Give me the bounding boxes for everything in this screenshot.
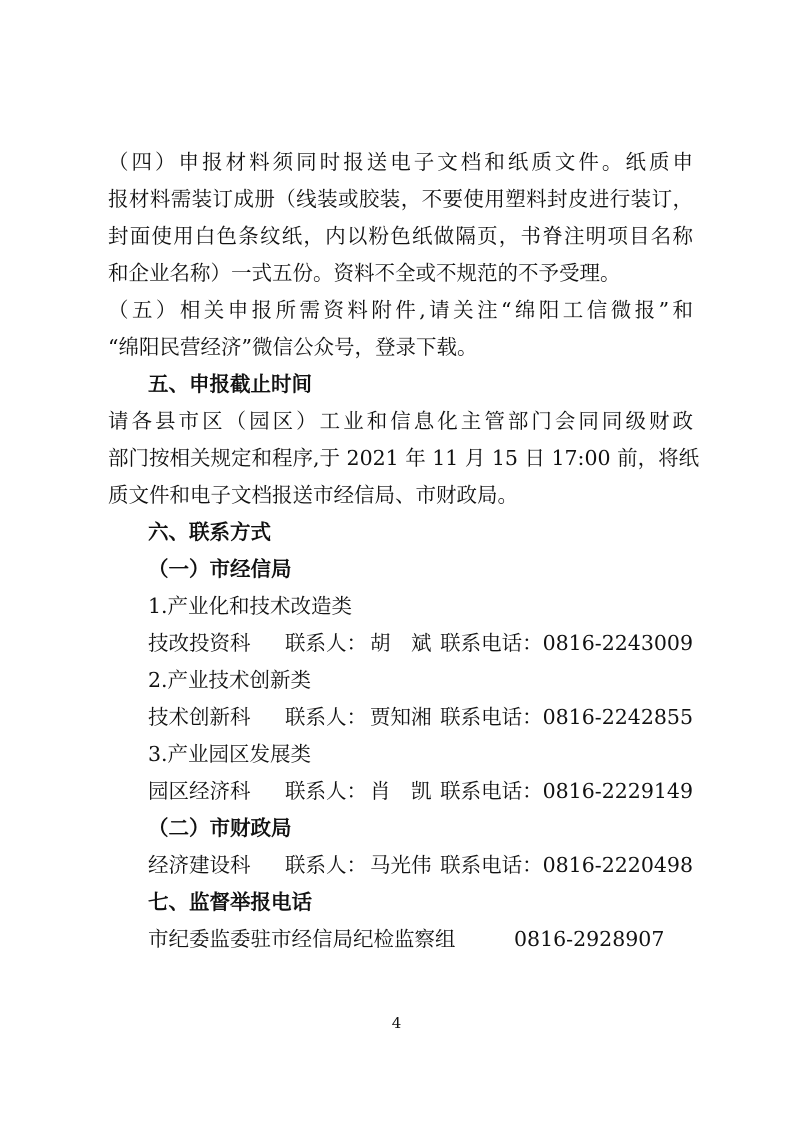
contact-phone: 联系电话：0816-2242855 [440, 705, 693, 729]
category-2: 2.产业技术创新类 [148, 668, 312, 692]
paragraph-5-line-2: “绵阳民营经济”微信公众号，登录下载。 [108, 335, 478, 359]
contact-dept: 技改投资科 [148, 631, 251, 655]
contact-phone: 联系电话：0816-2243009 [440, 631, 693, 655]
contact-row-4 [148, 851, 693, 879]
section-5-line-3: 质文件和电子文档报送市经信局、市财政局。 [108, 483, 518, 507]
contact-phone: 联系电话：0816-2229149 [440, 779, 693, 803]
contact-dept: 技术创新科 [148, 705, 251, 729]
category-3: 3.产业园区发展类 [148, 742, 312, 766]
supervision-org: 市纪委监委驻市经信局纪检监察组 [148, 927, 456, 951]
section-6-heading: 六、联系方式 [148, 520, 271, 544]
contact-label: 联系人： [285, 853, 367, 877]
contact-dept: 经济建设科 [148, 853, 251, 877]
contact-name: 胡 斌 [370, 631, 432, 655]
contact-label: 联系人： [285, 631, 367, 655]
paragraph-4-line-4: 和企业名称）一式五份。资料不全或不规范的不予受理。 [108, 261, 621, 285]
contact-phone: 联系电话：0816-2220498 [440, 853, 693, 877]
supervision-phone: 0816-2928907 [514, 927, 665, 951]
section-5-heading: 五、申报截止时间 [148, 372, 312, 396]
contact-row-1 [148, 629, 693, 657]
section-5-line-2: 部门按相关规定和程序,于 2021 年 11 月 15 日 17:00 前，将纸 [108, 446, 700, 470]
contact-row-2 [148, 703, 693, 731]
page-number: 4 [391, 1014, 402, 1032]
contact-name: 肖 凯 [370, 779, 432, 803]
category-1: 1.产业化和技术改造类 [148, 594, 353, 618]
subsection-finance-bureau: （二）市财政局 [148, 816, 292, 840]
contact-dept: 园区经济科 [148, 779, 251, 803]
contact-label: 联系人： [285, 705, 367, 729]
paragraph-4-line-2: 报材料需装订成册（线装或胶装，不要使用塑料封皮进行装订， [108, 187, 693, 211]
paragraph-4-line-1: （四）申报材料须同时报送电子文档和纸质文件。纸质申 [108, 150, 693, 174]
section-7-heading: 七、监督举报电话 [148, 890, 312, 914]
section-5-line-1: 请各县市区（园区）工业和信息化主管部门会同同级财政 [108, 409, 693, 433]
contact-name: 贾知湘 [370, 705, 432, 729]
contact-row-3 [148, 777, 693, 805]
supervision-row [148, 925, 693, 953]
paragraph-5-line-1: （五）相关申报所需资料附件,请关注“绵阳工信微报”和 [108, 298, 693, 322]
contact-label: 联系人： [285, 779, 367, 803]
subsection-economy-bureau: （一）市经信局 [148, 557, 292, 581]
contact-name: 马光伟 [370, 853, 432, 877]
paragraph-4-line-3: 封面使用白色条纹纸，内以粉色纸做隔页，书脊注明项目名称 [108, 224, 693, 248]
